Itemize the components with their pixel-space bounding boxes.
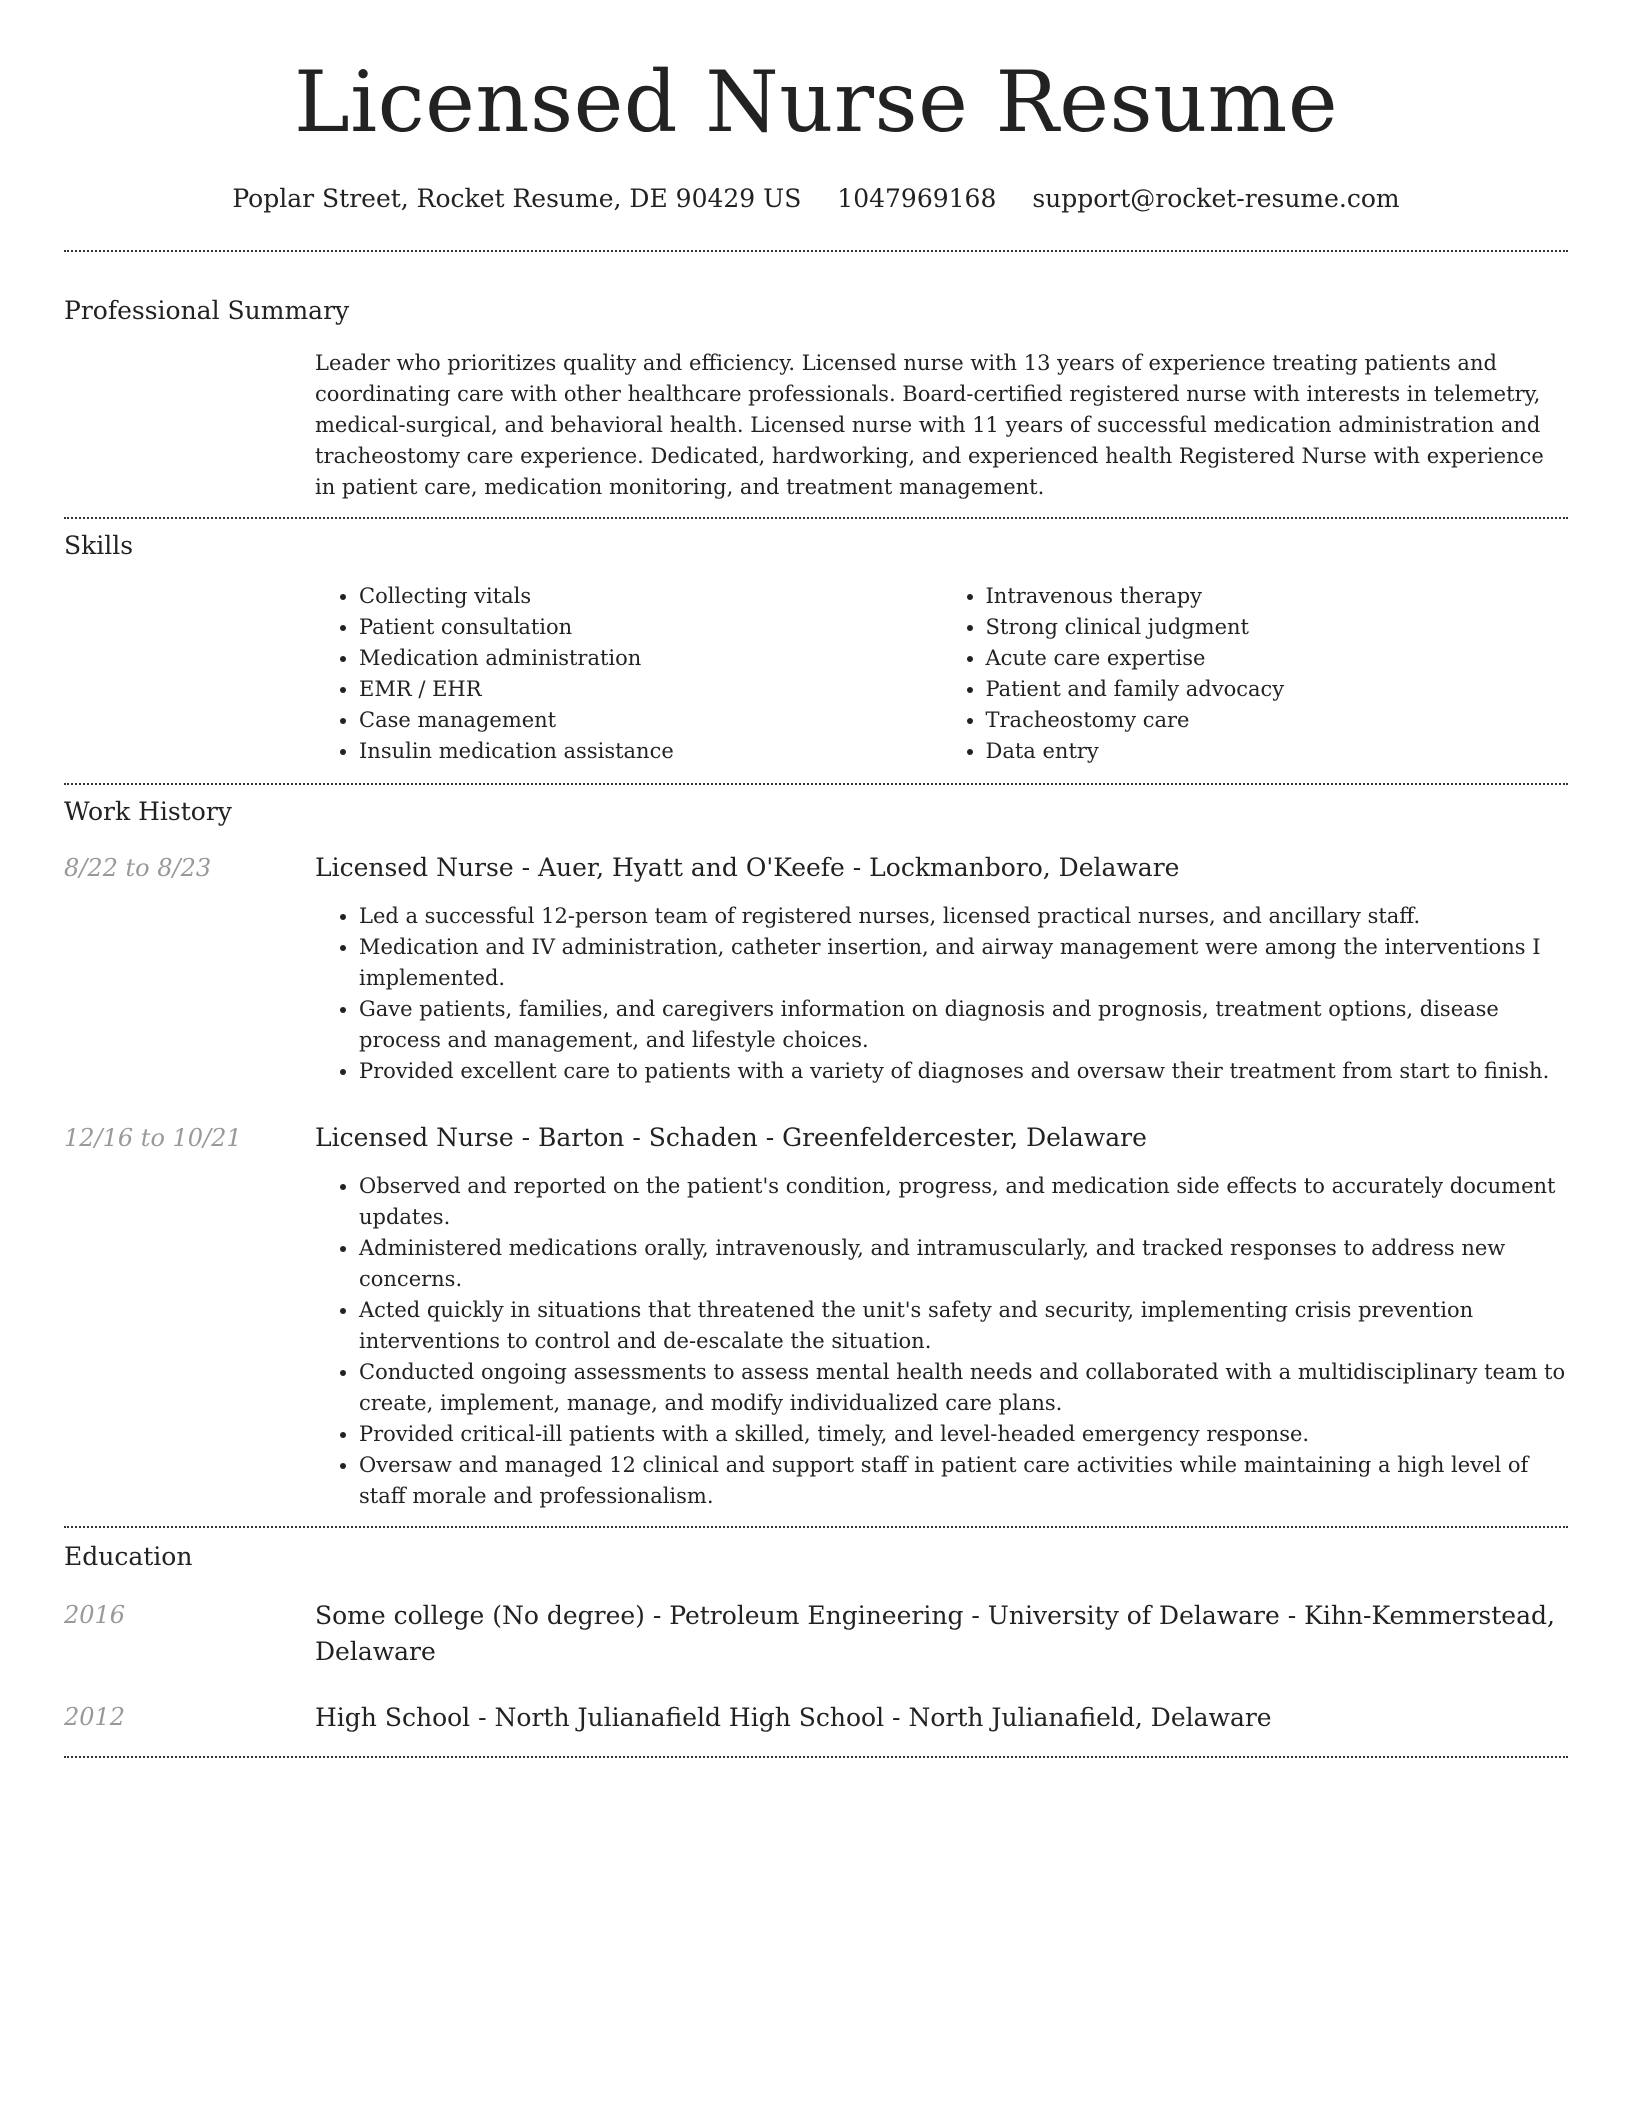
job-bullet: • Medication and IV administration, catheter insertion, and airway management were among the interventions I implemented. bbox=[359, 932, 1568, 994]
skills-grid bbox=[315, 581, 1568, 767]
education-text: High School - North Julianafield High School - North Julianafield, Delaware bbox=[315, 1703, 1272, 1732]
education-year: 2016 bbox=[64, 1601, 126, 1629]
skill-item: • Intravenous therapy bbox=[986, 581, 1569, 612]
job-bullets bbox=[315, 1171, 1568, 1512]
skill-item: • EMR / EHR bbox=[359, 674, 942, 705]
job-heading: Licensed Nurse - Auer, Hyatt and O'Keefe - Lockmanboro, Delaware bbox=[315, 853, 1180, 882]
skill-item: • Medication administration bbox=[359, 643, 942, 674]
skill-item: • Acute care expertise bbox=[986, 643, 1569, 674]
job-header-row bbox=[64, 851, 1568, 885]
summary-section-title: Professional Summary bbox=[64, 296, 350, 325]
skill-item: • Patient consultation bbox=[359, 612, 942, 643]
education-year: 2012 bbox=[64, 1703, 126, 1731]
job-bullet: • Provided excellent care to patients with a variety of diagnoses and oversaw their treatment from start to finish. bbox=[359, 1056, 1568, 1087]
education-entry bbox=[64, 1598, 1568, 1670]
job-heading: Licensed Nurse - Barton - Schaden - Greenfeldercester, Delaware bbox=[315, 1123, 1147, 1152]
skill-item: • Insulin medication assistance bbox=[359, 736, 942, 767]
skill-item: • Patient and family advocacy bbox=[986, 674, 1569, 705]
divider bbox=[64, 1756, 1568, 1758]
job-dates: 12/16 to 10/21 bbox=[64, 1124, 242, 1152]
skill-item: • Strong clinical judgment bbox=[986, 612, 1569, 643]
job-bullet: • Oversaw and managed 12 clinical and support staff in patient care activities while maintaining a high level of staff morale and professionalism. bbox=[359, 1450, 1568, 1512]
contact-email: support@rocket-resume.com bbox=[1032, 184, 1400, 213]
contact-phone: 1047969168 bbox=[837, 184, 997, 213]
job-header-row bbox=[64, 1121, 1568, 1155]
education-entry bbox=[64, 1700, 1568, 1736]
skill-item: • Case management bbox=[359, 705, 942, 736]
job-bullet: • Administered medications orally, intravenously, and intramuscularly, and tracked responses to address new concerns. bbox=[359, 1233, 1568, 1295]
job-entry bbox=[64, 851, 1568, 1087]
job-entry bbox=[64, 1121, 1568, 1512]
job-bullets bbox=[315, 901, 1568, 1087]
education-text: Some college (No degree) - Petroleum Engineering - University of Delaware - Kihn-Kemmerstead, Delaware bbox=[315, 1601, 1555, 1666]
job-bullet: • Led a successful 12-person team of registered nurses, licensed practical nurses, and ancillary staff. bbox=[359, 901, 1568, 932]
contact-address: Poplar Street, Rocket Resume, DE 90429 US bbox=[232, 184, 802, 213]
summary-text: Leader who prioritizes quality and efficiency. Licensed nurse with 13 years of experience treating patients and coordinating care with other healthcare professionals. Board-certified registered nurse with interests in telemetry, medical-surgical, and behavioral health. Licensed nurse with 11 years of successful medication administration and tracheostomy care experience. Dedicated, hardworking, and experienced health Registered Nurse with experience in patient care, medication monitoring, and treatment management. bbox=[315, 351, 1544, 499]
skills-column-left bbox=[315, 581, 942, 767]
skills-column-right bbox=[942, 581, 1569, 767]
skill-item: • Data entry bbox=[986, 736, 1569, 767]
resume-title: Licensed Nurse Resume bbox=[293, 53, 1339, 151]
contact-line bbox=[64, 182, 1568, 216]
job-dates: 8/22 to 8/23 bbox=[64, 854, 212, 882]
job-bullet: • Provided critical-ill patients with a skilled, timely, and level-headed emergency response. bbox=[359, 1419, 1568, 1450]
skill-item: • Tracheostomy care bbox=[986, 705, 1569, 736]
work-section-title: Work History bbox=[64, 797, 232, 826]
job-bullet: • Observed and reported on the patient's condition, progress, and medication side effects to accurately document updates. bbox=[359, 1171, 1568, 1233]
job-bullet: • Acted quickly in situations that threatened the unit's safety and security, implementing crisis prevention interventions to control and de-escalate the situation. bbox=[359, 1295, 1568, 1357]
skills-section-title: Skills bbox=[64, 531, 134, 560]
job-bullet: • Conducted ongoing assessments to assess mental health needs and collaborated with a multidisciplinary team to create, implement, manage, and modify individualized care plans. bbox=[359, 1357, 1568, 1419]
job-bullet: • Gave patients, families, and caregivers information on diagnosis and prognosis, treatment options, disease process and management, and lifestyle choices. bbox=[359, 994, 1568, 1056]
skill-item: • Collecting vitals bbox=[359, 581, 942, 612]
education-section-title: Education bbox=[64, 1542, 193, 1571]
